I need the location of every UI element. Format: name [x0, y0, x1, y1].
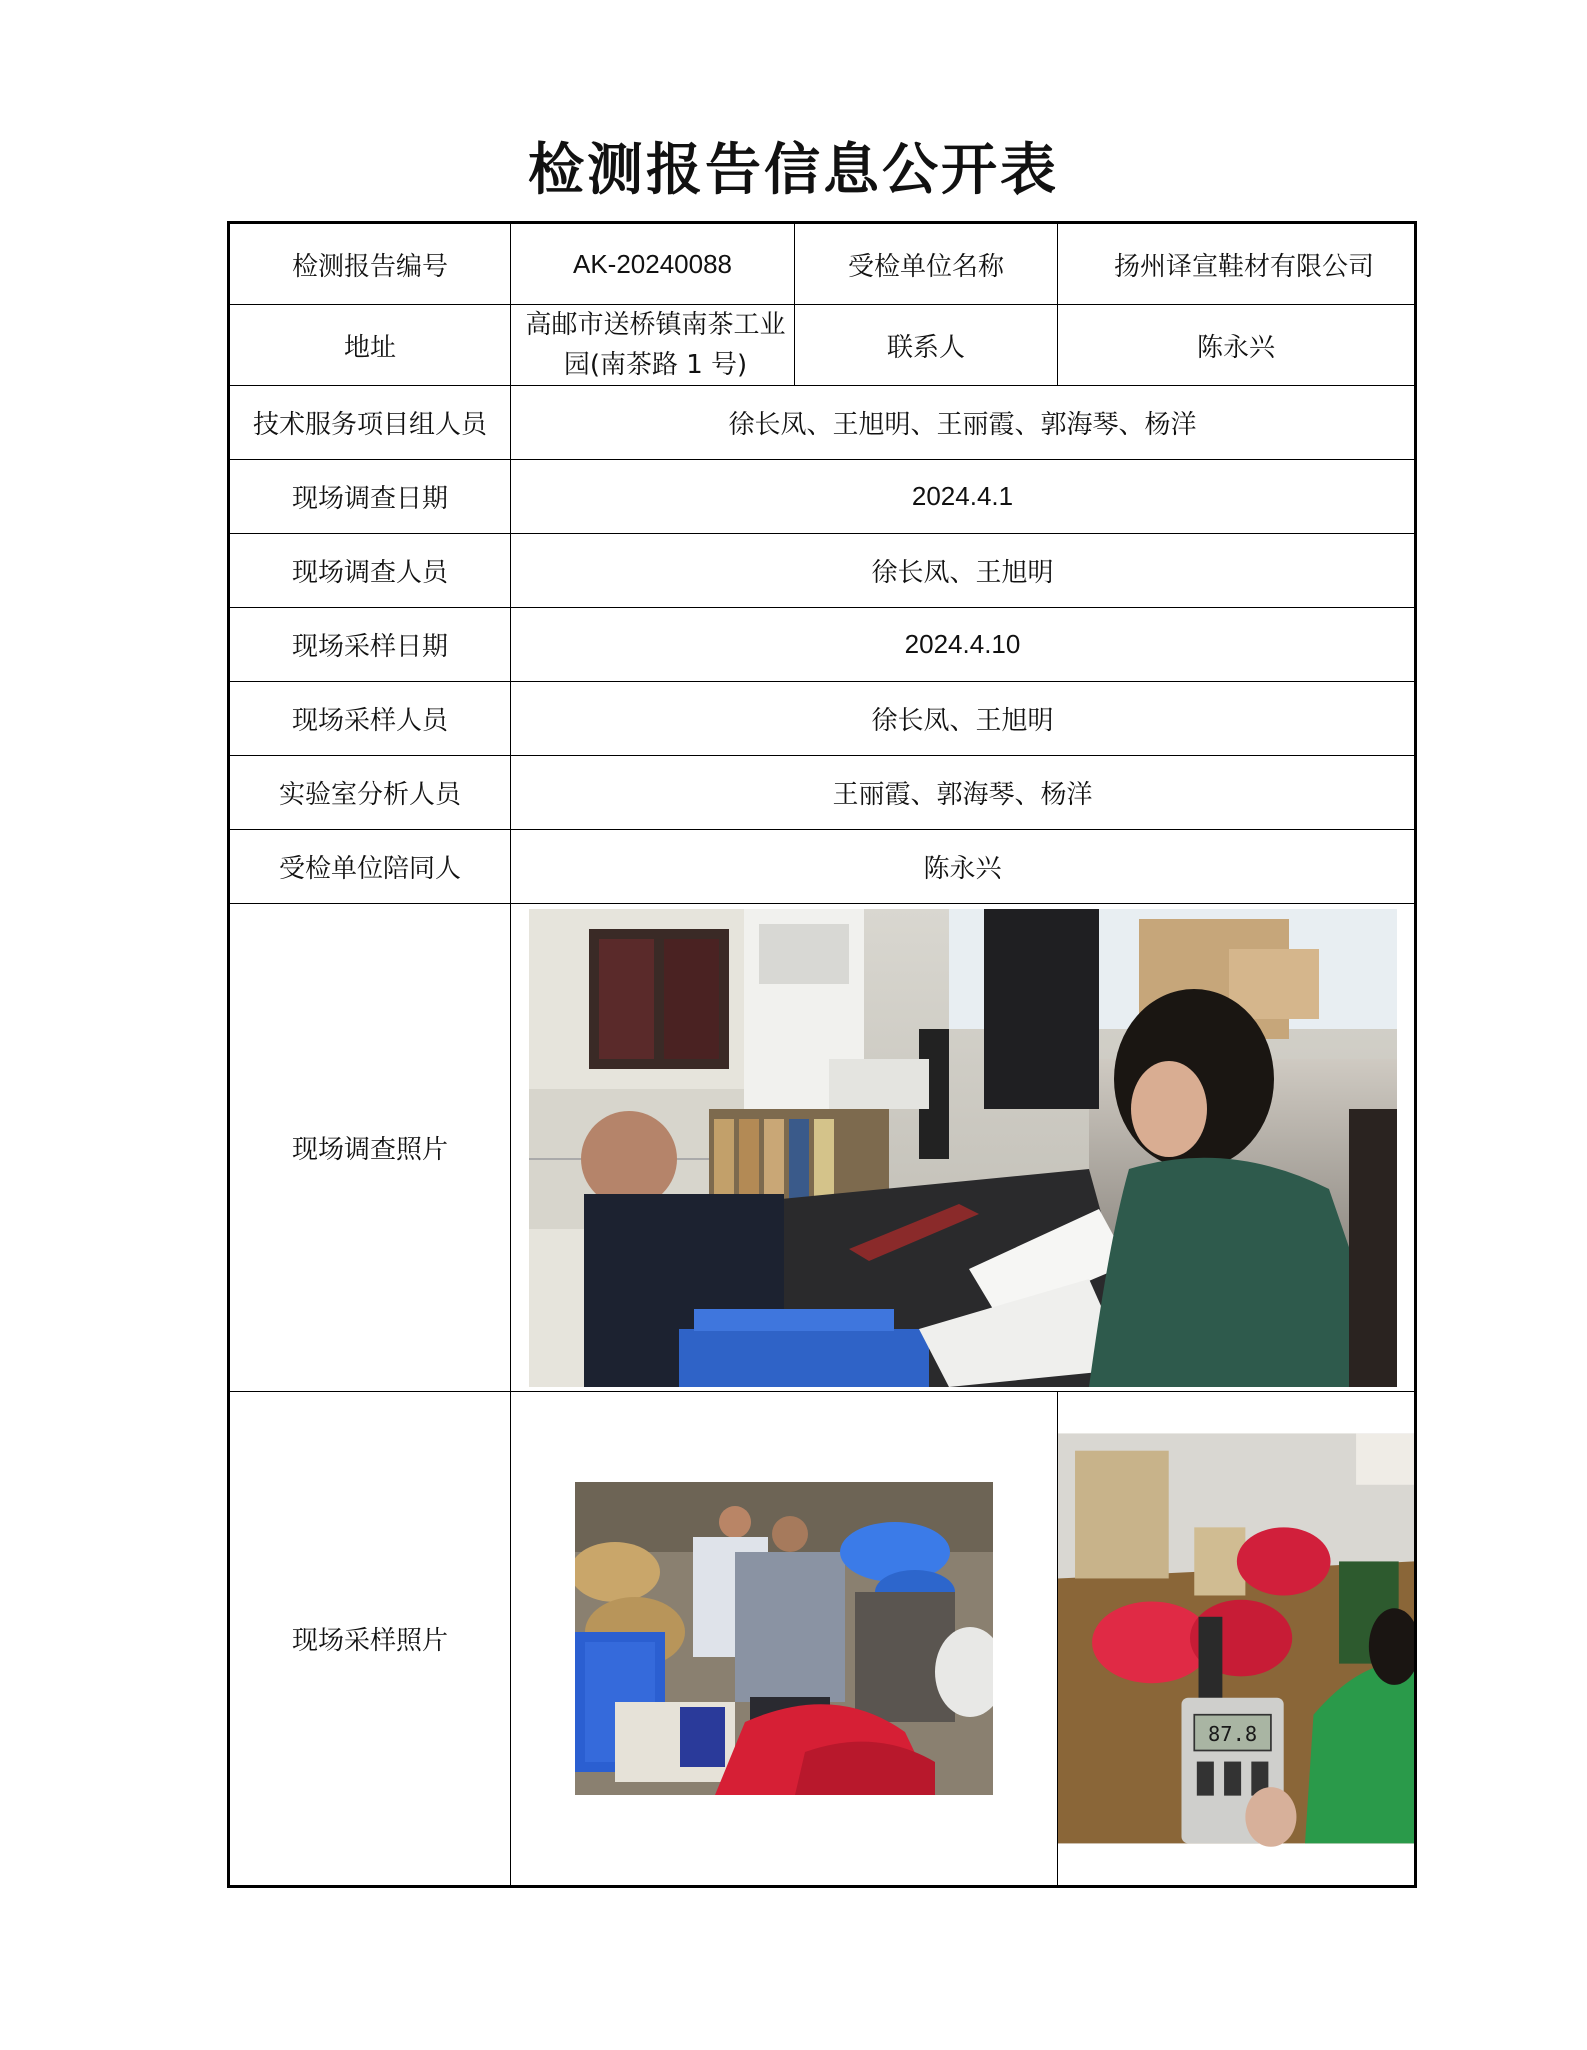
sampling-date-value: 2024.4.10: [511, 608, 1416, 682]
survey-photo-cell: [511, 904, 1416, 1392]
table-row: [229, 386, 1416, 460]
contact-value: 陈永兴: [1058, 305, 1416, 386]
table-row: [229, 534, 1416, 608]
table-row: [229, 608, 1416, 682]
lab-staff-value: 王丽霞、郭海琴、杨洋: [511, 756, 1416, 830]
sampling-photo-cell-2: [1058, 1392, 1416, 1887]
report-info-table: [227, 221, 1417, 1888]
escort-label: 受检单位陪同人: [229, 830, 511, 904]
team-label: 技术服务项目组人员: [229, 386, 511, 460]
table-row: [229, 223, 1416, 305]
unit-value: 扬州译宣鞋材有限公司: [1058, 223, 1416, 305]
table-row: [229, 460, 1416, 534]
address-label: 地址: [229, 305, 511, 386]
table-row: [229, 904, 1416, 1392]
table-row: [229, 756, 1416, 830]
sampling-photo-meter: [1058, 1398, 1414, 1879]
lab-staff-label: 实验室分析人员: [229, 756, 511, 830]
survey-staff-label: 现场调查人员: [229, 534, 511, 608]
survey-date-label: 现场调查日期: [229, 460, 511, 534]
sampling-date-label: 现场采样日期: [229, 608, 511, 682]
sampling-staff-label: 现场采样人员: [229, 682, 511, 756]
table-row: [229, 1392, 1416, 1887]
sampling-photo-workshop: [575, 1482, 993, 1795]
address-value: 高邮市送桥镇南茶工业园(南茶路 1 号): [511, 305, 795, 386]
sampling-photo-cell-1: [511, 1392, 1058, 1887]
survey-staff-value: 徐长凤、王旭明: [511, 534, 1416, 608]
survey-photo-label: 现场调查照片: [229, 904, 511, 1392]
contact-label: 联系人: [795, 305, 1058, 386]
meter-reading: 87.8: [1207, 1722, 1258, 1747]
report-no-label: 检测报告编号: [229, 223, 511, 305]
team-value: 徐长凤、王旭明、王丽霞、郭海琴、杨洋: [511, 386, 1416, 460]
sampling-photo-label: 现场采样照片: [229, 1392, 511, 1887]
table-row: [229, 830, 1416, 904]
survey-photo: [529, 909, 1397, 1387]
escort-value: 陈永兴: [511, 830, 1416, 904]
report-no-value: AK-20240088: [511, 223, 795, 305]
page-title: 检测报告信息公开表: [528, 137, 1059, 203]
table-row: [229, 682, 1416, 756]
unit-label: 受检单位名称: [795, 223, 1058, 305]
table-row: [229, 305, 1416, 386]
survey-date-value: 2024.4.1: [511, 460, 1416, 534]
sampling-staff-value: 徐长凤、王旭明: [511, 682, 1416, 756]
